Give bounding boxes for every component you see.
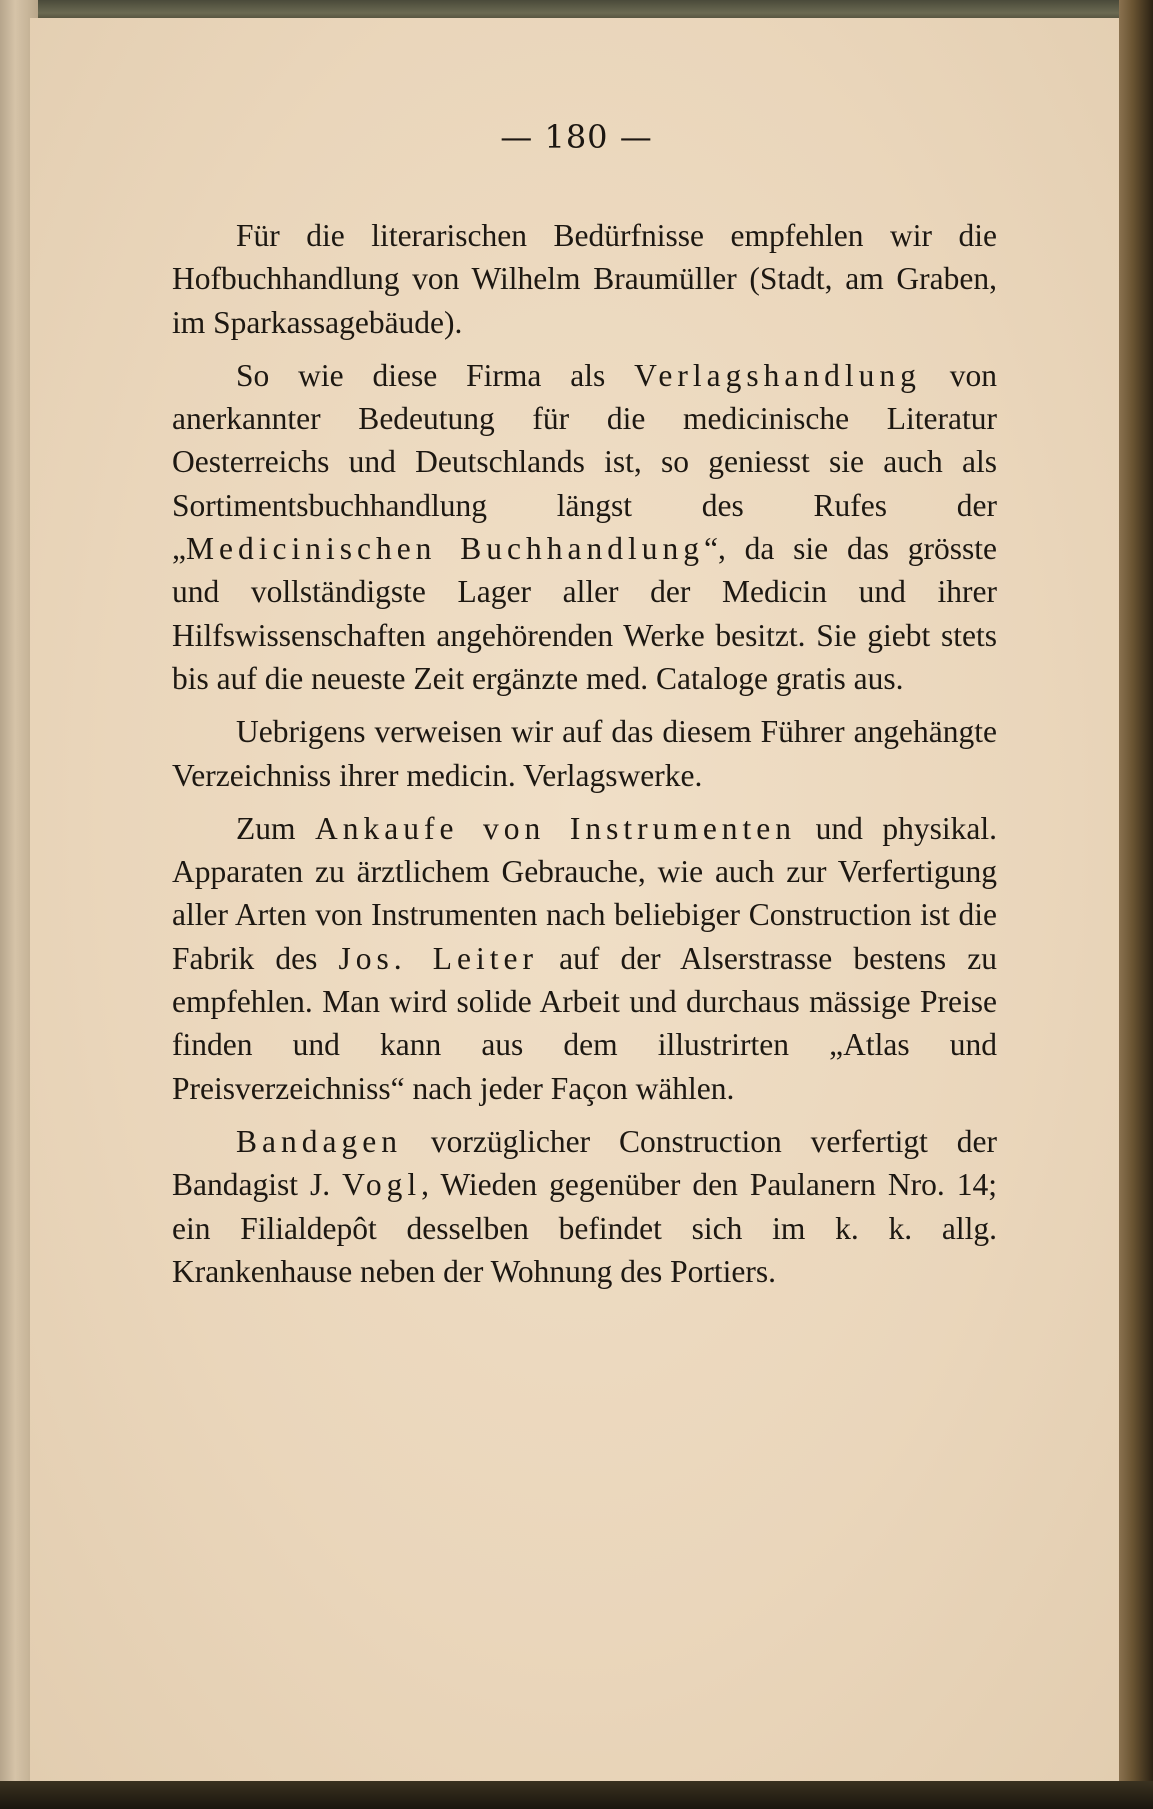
page-body-text	[172, 214, 997, 1293]
spaced-emphasis-text: Verlagshandlung	[634, 357, 921, 393]
paragraph	[172, 214, 997, 344]
spaced-emphasis-text: Jos. Leiter	[338, 940, 538, 976]
paragraph-text: “, da sie das grösste und vollständigste Lager aller der Medicin und ihrer Hilfswissenschaften angehörenden Werke besitzt. Sie giebt stets bis auf die neueste Zeit ergänzte med. Cataloge gratis aus.	[172, 531, 998, 696]
paragraph-text: , Wieden gegenüber den Paulanern Nro. 14; ein Filialdepôt desselben befindet sich im k. k. allg. Krankenhause neben der Wohnung des Portiers.	[172, 1167, 997, 1289]
spaced-emphasis-text: Bandagen	[236, 1123, 402, 1159]
paragraph	[172, 354, 997, 700]
paragraph-text: Für die literarischen Bedürfnisse empfehlen wir die Hofbuchhandlung von Wilhelm Braumüller (Stadt, am Graben, im Sparkassagebäude).	[172, 218, 997, 340]
book-bottom-edge	[0, 1781, 1153, 1809]
paragraph-text: auf der Alserstrasse bestens zu empfehlen. Man wird solide Arbeit und durchaus mässige Preise finden und kann aus dem illustrirten „Atlas und Preisverzeichniss“ nach jeder Façon wählen.	[172, 940, 997, 1106]
paragraph-text: Zum	[236, 810, 316, 846]
paragraph-text: von anerkannter Bedeutung für die medicinische Literatur Oesterreichs und Deutschlands ist, so geniesst sie auch als Sortimentsbuchhandlung längst des Rufes der „	[172, 357, 997, 567]
paragraph	[172, 1120, 997, 1293]
paragraph-text: vorzüglicher Construction verfertigt der Bandagist J.	[172, 1123, 997, 1203]
page-number: — 180 —	[500, 118, 653, 156]
paragraph-text: So wie diese Firma als	[236, 357, 635, 393]
spaced-emphasis-text: Vogl	[342, 1167, 422, 1203]
paragraph-text: Uebrigens verweisen wir auf das diesem Führer angehängte Verzeichniss ihrer medicin. Verlagswerke.	[172, 714, 997, 793]
paragraph	[172, 807, 997, 1110]
paragraph-text: und physikal. Apparaten zu ärztlichem Gebrauche, wie auch zur Verfertigung aller Arten von Instrumenten nach beliebiger Construction ist die Fabrik des	[172, 810, 998, 976]
spaced-emphasis-text: Ankaufe von Instrumenten	[315, 810, 797, 846]
spaced-emphasis-text: Medicinischen Buchhandlung	[185, 531, 704, 567]
paragraph	[172, 710, 997, 797]
book-right-edge	[1119, 0, 1153, 1809]
